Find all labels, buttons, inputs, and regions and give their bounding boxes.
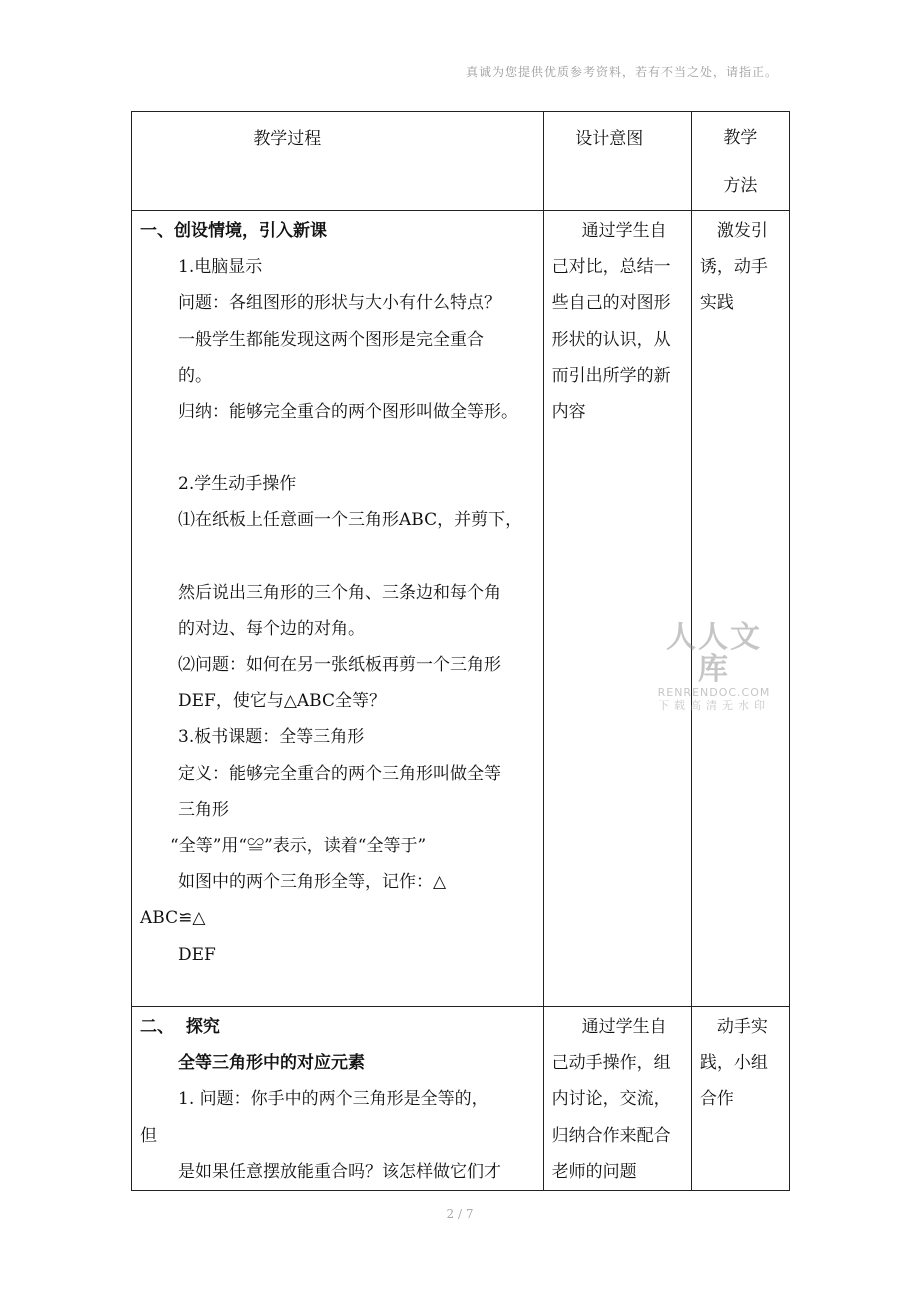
blank-line: [140, 430, 543, 466]
watermark-main: 人人文库: [666, 620, 762, 687]
process-line: 然后说出三角形的三个角、三条边和每个角: [178, 582, 501, 603]
header-row: [132, 112, 790, 211]
header-note: 真诚为您提供优质参考资料，若有不当之处，请指正。: [465, 65, 778, 79]
header-process: 教学过程: [132, 112, 544, 211]
process-line: ABC≌△: [140, 908, 206, 929]
process-line: 如图中的两个三角形全等，记作：△: [178, 872, 447, 893]
process-line: 归纳：能够完全重合的两个图形叫做全等形。: [178, 402, 518, 423]
watermark-slogan: 下载高清无水印: [658, 699, 770, 712]
process-line: 定义：能够完全重合的两个三角形叫做全等: [178, 763, 501, 784]
intent-line: 内容: [551, 402, 586, 423]
method-line: 实践: [699, 293, 734, 314]
process-line: 的对边、每个边的对角。: [178, 618, 365, 639]
method-line: 合作: [699, 1089, 734, 1110]
section2-method-cell: [691, 1007, 789, 1191]
intent-line: 己对比，总结一: [551, 257, 671, 278]
intent-line: 内讨论，交流，: [551, 1089, 671, 1110]
section2-row: [132, 1007, 790, 1191]
watermark-domain: RENRENDOC.COM: [657, 686, 771, 699]
intent-line: 形状的认识，从: [551, 329, 671, 350]
intent-line: 而引出所学的新: [551, 365, 671, 386]
process-line: 2.学生动手操作: [178, 474, 297, 495]
process-line: 的。: [178, 365, 212, 386]
process-line: 1. 问题：你手中的两个三角形是全等的，: [178, 1089, 489, 1110]
process-line: 一般学生都能发现这两个图形是完全重合: [178, 329, 484, 350]
section1-row: [132, 211, 790, 1007]
header-method: 教学 方法: [691, 112, 789, 211]
header-intent: 设计意图: [543, 112, 691, 211]
process-line: 是如果任意摆放能重合吗？该怎样做它们才: [178, 1161, 501, 1182]
intent-line: 归纳合作来配合: [551, 1125, 671, 1146]
intent-line: 些自己的对图形: [551, 293, 671, 314]
section1-intent-cell: [543, 211, 691, 1007]
process-line: ⑴在纸板上任意画一个三角形ABC，并剪下，: [178, 510, 523, 531]
process-line: 但: [140, 1125, 157, 1146]
process-line: ⑵问题：如何在另一张纸板再剪一个三角形: [178, 655, 501, 676]
section2-subtitle: 全等三角形中的对应元素: [178, 1053, 365, 1074]
method-line: 动手实: [716, 1017, 768, 1037]
section1-method-cell: [691, 211, 789, 1007]
intent-line: 己动手操作，组: [551, 1053, 671, 1074]
process-line: DEF，使它与△ABC全等？: [178, 691, 387, 712]
page-number: 2 / 7: [446, 1207, 474, 1221]
intent-line: 通过学生自: [581, 1017, 667, 1037]
process-line: DEF: [178, 944, 216, 965]
section1-process-cell: [132, 211, 544, 1007]
section2-intent-cell: [543, 1007, 691, 1191]
process-line: “全等”用“≌”表示，读着“全等于”: [170, 836, 427, 857]
process-line: 三角形: [178, 799, 229, 820]
section2-title: 二、 探究: [140, 1017, 220, 1037]
method-line: 践，小组: [699, 1053, 768, 1074]
section1-title: 一、创设情境，引入新课: [140, 221, 327, 241]
intent-line: 老师的问题: [551, 1161, 637, 1182]
process-line: 问题：各组图形的形状与大小有什么特点？: [178, 293, 501, 314]
watermark-logo: [652, 622, 776, 713]
process-line: 1.电脑显示: [178, 257, 263, 278]
blank-line: [140, 539, 543, 575]
method-line: 激发引: [716, 221, 768, 241]
process-line: 3.板书课题：全等三角形: [178, 727, 365, 748]
method-line: 诱，动手: [699, 257, 768, 278]
section2-process-cell: [132, 1007, 544, 1191]
intent-line: 通过学生自: [581, 221, 667, 241]
